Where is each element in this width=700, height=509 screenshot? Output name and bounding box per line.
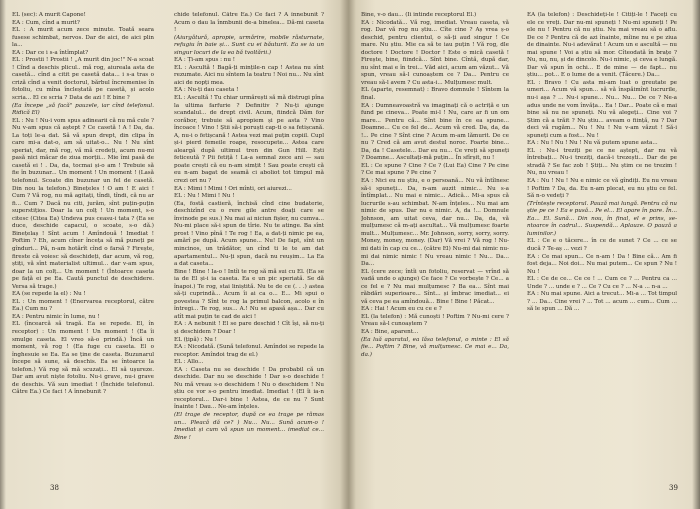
dialogue-paragraph: EA : Ce mai spun... Ce n-am ! Da ! Bine că... Am fi fost deja... Noi doi... Nu mai putem... Ce spun ? Nu ! Nu ! [527,253,677,275]
dialogue-paragraph: EL : Nu ! Nu-i vom spus adinearii că nu mă cule ? Nu v-am spus că aștept ? Ce casetă ! A ! Da, da. La toți le-a dat. Să vă spun drept, din clipa în care mi-a dat-o, am să uitat-o... Nu ! Nu sînt speriat, dar, mă rog, vă mă credeți, acum nu-mi pasă nici măcar de ziua morții... Mie îmi pasă de casetă ei ! . Da, da, tocmai și-o am ! Trebuie să fie în buzunar... Un moment ! Un moment ! (Lasă telefonul. Scoate din buzunar un fel de casetă. Din nou la telefon.) Binețeles ! O am ! E aici ! Cum ? Vă rog, nu mă agitați, tîndi, tîndi, că nu ar fi... Cum ? Dacă nu citi, jurăm, sînt puțin-puțin superstițios. Doar la un colț ! Un moment, s-o citesc (Citea Ea) Undeva pus ceasu-i tata ? (Ea se duce, deschide capacul, o scoate, s-o dă.) Binețelaș ! Sînt acum ! Amîndouă ! Imediat ! Poftim ? Eh, acum cîner înceța să mă puneți pe gînduri... Pă, n-am hotărît cînd o farsă ? Firește, fireste că voiesc să deschideți, dar acum, vă rog, știți, vă sînt materialist ultimul... dar v-am spus, doar la un colț... Un moment ! (Întoarce caseta pe față ei pe Ea. Caută punctul de deschidere. Versa să trage.) [12,117,154,290]
dialogue-paragraph: EL : Allo... [174,359,204,366]
left-page-column-2 [174,12,324,482]
left-page [0,0,347,509]
dialogue-paragraph: EL (aparte, resemnat) : Bravo domnule ! Sîntem la final. [361,87,509,102]
dialogue-paragraph: EA : Ți-am spus : nu ! [174,57,235,64]
dialogue-paragraph: Bine, v-o dau... (Îi întinde receptorul El.) [361,12,477,18]
right-page-edge-shadow [692,0,700,509]
dialogue-paragraph: EL (țipă) : Nu ! [174,336,217,343]
right-page-column-2 [527,12,677,482]
dialogue-paragraph: EA : Dar ce i s-a întîmplat? [12,49,89,56]
dialogue-paragraph: EA : A nebunit ! El se pare deschid ! Cît își, să nu-ți și deschidem ? Doar ! [174,321,324,335]
dialogue-paragraph: EL (încearcă să tragă. Ea se repede. El, în receptor) : Un moment ! Un moment ! (Ea îi smulge caseta. El vreo să-o prindă.) Încă un moment, vă rog ! (Ea fuge cu caseta. El o înghesuie se Ea. Ea se ține de caseta. Buzunarul începe să sune, să deschis. Ea se întoarce la telefon.) Vă rog să mă scuzați... El să ușureze. Dar am avut niște fotoliu. Nu-i grave, nu-i grave de deschis. Vă sun imediat ! (Închide telefonul. Către Ea.) Ce faci ! A înnebunit ? [12,321,154,396]
dialogue-paragraph: EA : Cum, cînd a murit? [12,19,80,26]
dialogue-paragraph: (Ea începe „să facă" pauzele, iar cînd telefonul. Ridică El) [12,102,154,117]
dialogue-paragraph: EL : Prostii ! Prostii ! „A murit din joc!" N-a scoat ! Cînd a deschis plicul.. mă rog, aiureala asta de casetă... cînd a citit pe casetă data... i s-a tras o criză cînd a venit doctorul, bărbul încremenise în fotoliu, cu mîna încleștată pe casetă, și acolo scria... El ce scria ? Data de azi ! E bine ? [12,57,154,102]
right-page-column-1 [361,12,509,482]
left-page-edge-shadow [0,0,6,509]
dialogue-paragraph: EL : Ascultă ! Tu chiar urmărești să mă distrugi pîna la ultima farfurie ? Definitiv ? Nu-ți ajunge scandalul... de drept civil. Acum, fiindcă Dăm for corăbor, trebuie să apropiem și pe asta ? Vino încoace ! Vino ! Știi să-i poruști cap-ti o sa fetișcană. A, nu-i o fetișcană ! Astea vezi mai puțin copiil. Cupl și-i pierd femeile roape, resocupete... Astea care aleargă după ultimul tren din Gun Hill. Ești feticeută ? Pii fetiță ! La-a semnal zece ani — sau poate crești că eu n-am simțit ! Sau poate crești că eu n-am bagat de seamă ci aboliot tot timpul mă crezi ori nu ? [174,95,324,185]
left-page-column-1 [12,12,154,482]
dialogue-paragraph: (Ea luă aparatul, ea lăsa telefonul, o minte : El să fie... Poftim ? Bine, vă mulțumesc. Ce mai e... Da, da.) [361,336,509,358]
dialogue-paragraph: EA : Nu-ți dau caseta ! [174,87,239,94]
dialogue-paragraph: (Ea, fostă castieră, închisă cînd cine budaterie, deschizînd cu o rere gile antre doați care se învinode pe sus.) Nu mai ai niciun fișier, nu cumva... Nu-mi place să-i spun de tîrie. Nu te atinge. Ba sînt prost ! Vino pînă ! Te rog ! Ea, a dat-ți nimic pe ea, amărî pe după. Acum spune... Nu! De fapt, sînt un mincinos, un trădător, un cînd ti le te am dat apartamentul... Nu-ți spun, dacă nu reușim... La Ea a dat caseta... [174,200,324,268]
dialogue-paragraph: EA : Dumneavoastră va imaginați că o actriță e un fund pe cineva... Poate mi-l ! Nu, care ar fi un om mare... Pentru că... Sînt bine în ce ea spune... Doamne... Cu ce fel de... Acum vă cred. Da, da, da !... Pe cine ? Sînt cine ? Acum m-am lămurit. De ce nu ? Cred că am avut destul noroc. Foarte bine... Da, da ! Casetele... Dar eu nu... Ce vreți să spuneți ? Doamne... Ascultați-mă puțin... În sfîrșit, nu ! [361,102,509,162]
dialogue-paragraph: EA : Nu ! Nu ! Nu e nimic ce vă gîndiți. Eu nu vreau ! Poftim ? Da, da. Eu n-am plecat, eu nu știu ce fel. Să n-o vedeți ? [527,178,677,200]
dialogue-paragraph: (Aiurgătură, apropie, urmărire, mobile răsturnate, refugiu în baie și... Sunt cu ei băuturii. Ea se ia un singur locuri de la ea bă tvoltării.) [174,34,324,56]
dialogue-paragraph: EA : Nicodată... Vă rog, imediat. Vreau caseta, vă rog. Dar vă rog nu știu... Cîte cine ? Aș vrea ș-o deschid, pentru clientul, o să-ți aud singur ! Ce mare. Nu știu. Mie ca să te iau puțin ! Vă rog, dle doctore ! Doctore ! Doctor ! Este o mică casetă ! Firește, bine, fiindcă... Sînt bine. Cîntă, după dar, nu sînt mai e în trei... Văd aici, acum am văzut... Vă spun, vreau să-l cunoaștem ce ? Da... Pentru ce vreau să-l avem ? Cu asta-i... Mulțumesc mult. [361,19,509,86]
dialogue-paragraph: EL : Ce de ce... Ce ce ! ... Cum ce ? ... Pentru ca ... Unde ? ... unde e ? ... Ce ? Cu ce ? ... N-a ... n-a ... [527,276,677,290]
book-gutter [340,0,356,509]
dialogue-paragraph: EA : Pentru nimic în lume, nu ! [12,313,100,320]
dialogue-paragraph: EL : Ascultă ! Bagă-ți mințile-n cap ! Astea nu sînt rezumate. Aici nu sîntem la teatru ! Noi nu... Nu sînt aici de nopți mea. [174,64,324,86]
right-page [347,0,700,509]
dialogue-paragraph: EL : Ce e o tăcere... în ce de sunet ? Ce ... ce se ducă ? Te-aș ... vezi ? [527,238,677,252]
dialogue-paragraph: EL : A murit acum zece minute. Toată seara fusese schimbat, nervos. Dar de aici, de aici plin la... [12,27,154,49]
dialogue-paragraph: EA : Nu mai spune. Aici a trecut... Mi-a ... Tot timpul ? ... Da... Cine vrei ? ... Tot ... acum ... cum... Cum ... să le spun ... Dă ... [527,291,677,313]
dialogue-paragraph: EL : Un moment ! (Enervarea receptorul, către Ea.) Cum nu ? [12,298,154,313]
dialogue-paragraph: EL : Nu-i treziți pe ce ne aștept, dar nu vă întrebați... Nu-i treziți, dacă-i trezești... Dar de pe stradă ? Se fac zob ! Știți... Nu știm ce ne trezim ! Nu, nu vreau ! [527,147,677,177]
dialogue-paragraph: (Trîntește receptorul. Pauză mai lungă. Pentru că nu știe pe ce ! Ea e pusă... Pe el... El apare în pare. În... Ea... El. Sună... Din nou, în final, el e prins, se-ntoarce în cadrul... Suspendă... Aplauze. O pauză a luminilor.) [527,200,677,237]
dialogue-paragraph: chide telefonul. Către Ea.) Ce faci ? A înnebunit ? Acum o dau la înmbunii de-a binelea... Dă-mi caseta ! [174,12,324,34]
dialogue-paragraph: EA : Caseta nu se deschide ! Da probabil că un deschide. Dar nu se deschide ! Dar s-o deschide ! Nu mă vreau s-o deschidem ! Nu o deschidem ! Nu știu ce vor s-o pentru imediat. Imediat ! (El îi ia-n receptorul... Dar-i bine ! Astea, de ce nu ? Sunt înainte ! Dau... Ne-am înțeles. [174,366,324,411]
dialogue-paragraph: EA (se repede la el) : Nu ! [12,291,86,298]
page-number-left: 38 [50,484,59,492]
dialogue-paragraph: Bine ! Bine ! Ia-o ! Intîi te rog să mă sui cu El. (Ea se ia de El și-i ia caseta. Ea e un pic speriată. Se dă înapoi.) Te rog, stai liniștită. Nu te de ce (. . .) astea să-ți cuprindă... Acum îi ai ca o... E... Mi spui o povestea ? Sînt te rog la primul balcon, acolo e în întregi... Te rog, sus... A.! Nu se apasă așa... Dar cu atît mai puțin te cad de aici ! [174,268,324,320]
dialogue-paragraph: EL : Ce spune ? Cine ? Ce ? (Lui Ea) Cine ? Pe cine ? Ce mai spune ? Pe cine ? [361,162,509,177]
dialogue-paragraph: EA (la telefon) : Deschideți-le ! Citiți-le ! Faceți cu ele ce vreți. Dar nu-mi spuneți ! Nu-mi spuneți ! Pe ele nu ! Pentru că nu știu. Nu mai vreau să o aflu. De ce ? Pentru că de azi înainte, mîine nu e pe ziua de dinainte. Nu-i adevărat ! Acum un e ascultă — nu mai spune ! Voi a știu să mor. Cîteodată în brațe ? Nu, nu, nu, și de dincolo. Nu-i nimic, și ceva e lungă. Dar vă spun în ochi... E de mine — de fapt... nu știu... pot... E o lume de a venit. (Tăcere.) Da... [527,12,677,79]
dialogue-paragraph: EL (la telefon) : Mă cunoști ! Poftim ? Nu-mi cere ? Vreau să-l cunoaștem ? [361,313,509,328]
dialogue-paragraph: EA : Nu ! Nu ! Nu ! Nu vă putem spune asta... [527,140,658,147]
dialogue-paragraph: EA : Hai ! Acum eu cu ce e ? [361,306,442,313]
dialogue-paragraph: EA : Bine, aparent... [361,328,419,335]
dialogue-paragraph: (El trage de receptor, după ce ea trage pe rămas un... Pleacă dă ce? ) Nu... Nu... Sună acum-o ! Imediat și cum vă spun un moment... imediat ce... Bine ! [174,411,324,441]
dialogue-paragraph: EL : Nu ! Mimi ! Nu ! [174,193,235,200]
dialogue-paragraph: EL (cere zece; întîi un fotoliu, reservat — vrînd să vadă unde o ajunge) Ce face ? Ce vorbește ? Ce... a ce fel e ? Nu mai mulțumesc ? Ba ea... Sînt mai răbdări superioare... Sînt... și îmbrac imediat... ei vă ceva pe ea amîndouă... Bine ! Bine ! Păcat... [361,268,509,305]
dialogue-paragraph: EA : Nicodată. (Sună telefonul. Amîndoi se repede la receptor. Amîndoi trag de el.) [174,344,324,358]
dialogue-paragraph: EA : Mimi ! Mimi ! Ori mînti, ori aiurezi... [174,185,292,192]
dialogue-paragraph: EL (sec): A murit Capone! [12,12,86,18]
dialogue-paragraph: EL : Bravo ! Cu asta mi-am luat o greutate pe umeri... Acum vă spun... să vă înspăimînt lucrurile, nu-i așa ? ... Nu-i spune... Nu... Nu... De ce ? Ne-a adus unde ne vom învăța... Ea ! Dar... Poate că e mai bine să nu ne spuneți. Nu vă alegeți... Cine voi ? Știm că a trăit ? Nu știu... aveam o ființă, nu ? Dar deci vă rugăm... Nu ! Nu ! Nu v-am văzut ! Să-i spuneți cum a fost... Nu ! [527,79,677,139]
dialogue-paragraph: EA : Nici eu nu știu, e o persoană... Nu vă întîlnesc să-i spuneți... Da, n-am auzit nimic... Nu s-a întîmplat... Nu mai e nimic... Adică... Mi-a spus că lucrurile s-au schimbat. N-am înțeles... Nu mai am nimic de spus. Dar nu e nimic. A, da !... Domnule Johnson, am uitat ceva, dar nu... Da, da, vă mulțumesc că m-ați ascultat... Vă mulțumesc foarte mult... Mulțumesc... Mr. Johnson, sorry, sorry, sorry. Money, money, money. (Dar) Vă vrei ? Vă rog ! Nu-mi dati în cap cu ce... (către El) Nu-mi dai nimic nu-mi dai nimic nimic ! Nu vreau nimic ! Nu... Da... Da... [361,178,509,268]
page-number-right: 39 [669,484,678,492]
